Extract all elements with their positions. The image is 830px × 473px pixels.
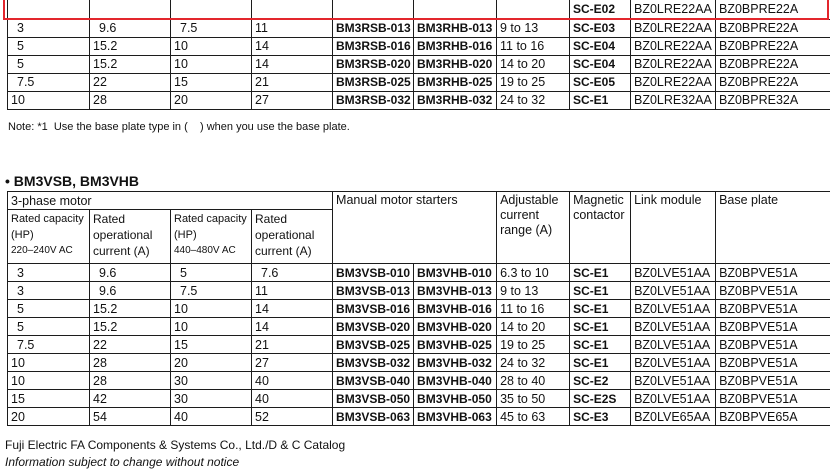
table-row (8, 390, 830, 408)
starter-model-sb-cell (333, 0, 414, 19)
rated-current-220v-cell: 15.2 (90, 37, 171, 55)
header-manual-motor-starters (333, 192, 497, 264)
header-line: Adjustable (500, 193, 559, 207)
starter-model-hb-cell: BM3VHB-063 (414, 408, 497, 426)
rated-current-440v-cell: 27 (252, 354, 333, 372)
starter-model-sb-cell: BM3RSB-020 (333, 55, 414, 73)
starter-model-hb-cell: BM3VHB-032 (414, 354, 497, 372)
rated-current-220v-cell: 42 (90, 390, 171, 408)
adjustable-range-cell: 45 to 63 (497, 408, 570, 426)
table-row (8, 354, 830, 372)
link-module-cell: BZ0LRE22AA (631, 37, 716, 55)
link-module-cell: BZ0LVE51AA (631, 318, 716, 336)
magnetic-contactor-cell: SC-E3 (570, 408, 631, 426)
starter-model-hb-cell (414, 0, 497, 19)
header-row (8, 192, 830, 210)
rated-capacity-220v-cell: 3 (8, 282, 90, 300)
link-module-cell: BZ0LVE51AA (631, 264, 716, 282)
rated-current-440v-cell: 21 (252, 73, 333, 91)
starter-model-sb-cell: BM3VSB-025 (333, 336, 414, 354)
magnetic-contactor-cell: SC-E03 (570, 19, 631, 37)
link-module-cell: BZ0LVE51AA (631, 354, 716, 372)
section-title: • BM3VSB, BM3VHB (5, 173, 140, 189)
rated-current-440v-cell: 14 (252, 318, 333, 336)
starter-model-sb-cell: BM3VSB-013 (333, 282, 414, 300)
link-module-cell: BZ0LVE51AA (631, 282, 716, 300)
starter-model-sb-cell: BM3VSB-016 (333, 300, 414, 318)
base-plate-cell: BZ0BPVE51A (716, 390, 830, 408)
link-module-cell: BZ0LRE22AA (631, 0, 716, 19)
bottom-table (7, 191, 830, 426)
header-rated-capacity-440v (171, 210, 252, 264)
magnetic-contactor-cell: SC-E1 (570, 91, 631, 109)
link-module-cell: BZ0LRE32AA (631, 91, 716, 109)
rated-capacity-220v-cell: 10 (8, 91, 90, 109)
rated-current-440v-cell: 40 (252, 390, 333, 408)
header-line: Rated (93, 212, 126, 226)
rated-current-220v-cell: 28 (90, 91, 171, 109)
adjustable-range-cell: 24 to 32 (497, 91, 570, 109)
base-plate-cell: BZ0BPVE51A (716, 336, 830, 354)
rated-capacity-220v-cell: 3 (8, 19, 90, 37)
header-line: 440–480V AC (174, 245, 236, 256)
header-line: Magnetic (573, 193, 624, 207)
footer-company: Fuji Electric FA Components & Systems Co., Ltd./D & C Catalog (5, 438, 346, 452)
link-module-cell: BZ0LVE51AA (631, 390, 716, 408)
table-row (8, 19, 830, 37)
rated-current-220v-cell: 15.2 (90, 318, 171, 336)
magnetic-contactor-cell: SC-E1 (570, 264, 631, 282)
magnetic-contactor-cell: SC-E1 (570, 336, 631, 354)
rated-capacity-440v-cell: 10 (171, 300, 252, 318)
rated-current-440v-cell: 11 (252, 19, 333, 37)
header-line: (HP) (174, 229, 197, 241)
footer-disclaimer: Information subject to change without notice (5, 455, 240, 469)
rated-capacity-440v-cell (171, 0, 252, 19)
starter-model-sb-cell: BM3RSB-032 (333, 91, 414, 109)
rated-current-220v-cell: 28 (90, 372, 171, 390)
starter-model-sb-cell: BM3RSB-025 (333, 73, 414, 91)
link-module-cell: BZ0LVE65AA (631, 408, 716, 426)
header-line: (HP) (11, 229, 34, 241)
adjustable-range-cell: 35 to 50 (497, 390, 570, 408)
rated-current-440v-cell: 14 (252, 37, 333, 55)
table-row (8, 372, 830, 390)
rated-capacity-440v-cell: 40 (171, 408, 252, 426)
header-line: current (500, 208, 539, 222)
starter-model-hb-cell: BM3VHB-013 (414, 282, 497, 300)
adjustable-range-cell: 19 to 25 (497, 336, 570, 354)
table-row (8, 336, 830, 354)
table-row (8, 282, 830, 300)
rated-capacity-220v-cell: 5 (8, 37, 90, 55)
rated-current-220v-cell: 9.6 (90, 19, 171, 37)
rated-capacity-220v-cell: 10 (8, 372, 90, 390)
base-plate-cell: BZ0BPVE51A (716, 282, 830, 300)
rated-current-440v-cell: 11 (252, 282, 333, 300)
table-row (8, 91, 830, 109)
base-plate-cell: BZ0BPRE22A (716, 0, 830, 19)
header-line: contactor (573, 208, 625, 222)
magnetic-contactor-cell: SC-E2S (570, 390, 631, 408)
base-plate-cell: BZ0BPRE22A (716, 73, 830, 91)
rated-capacity-440v-cell: 5 (171, 264, 252, 282)
starter-model-hb-cell: BM3RHB-025 (414, 73, 497, 91)
rated-capacity-220v-cell: 5 (8, 300, 90, 318)
starter-model-hb-cell: BM3VHB-040 (414, 372, 497, 390)
rated-current-220v-cell: 54 (90, 408, 171, 426)
magnetic-contactor-cell: SC-E1 (570, 282, 631, 300)
rated-capacity-220v-cell: 10 (8, 354, 90, 372)
adjustable-range-cell: 14 to 20 (497, 318, 570, 336)
adjustable-range-cell: 28 to 40 (497, 372, 570, 390)
starter-model-hb-cell: BM3VHB-010 (414, 264, 497, 282)
adjustable-range-cell: 6.3 to 10 (497, 264, 570, 282)
note-text: Note: *1 Use the base plate type in ( ) when you use the base plate. (8, 121, 350, 133)
header-line: Link module (634, 193, 702, 207)
rated-capacity-440v-cell: 10 (171, 55, 252, 73)
rated-capacity-440v-cell: 20 (171, 91, 252, 109)
starter-model-sb-cell: BM3RSB-016 (333, 37, 414, 55)
top-table (7, 0, 830, 110)
starter-model-hb-cell: BM3RHB-032 (414, 91, 497, 109)
header-adjustable-current-range (497, 192, 570, 264)
starter-model-sb-cell: BM3VSB-020 (333, 318, 414, 336)
starter-model-hb-cell: BM3VHB-016 (414, 300, 497, 318)
base-plate-cell: BZ0BPRE32A (716, 91, 830, 109)
starter-model-hb-cell: BM3RHB-016 (414, 37, 497, 55)
rated-capacity-440v-cell: 10 (171, 318, 252, 336)
adjustable-range-cell: 19 to 25 (497, 73, 570, 91)
header-line: Base plate (719, 193, 779, 207)
base-plate-cell: BZ0BPRE22A (716, 37, 830, 55)
starter-model-sb-cell: BM3RSB-013 (333, 19, 414, 37)
header-line: current (A) (93, 244, 150, 258)
rated-capacity-220v-cell: 20 (8, 408, 90, 426)
magnetic-contactor-cell: SC-E1 (570, 354, 631, 372)
rated-capacity-440v-cell: 30 (171, 372, 252, 390)
starter-model-hb-cell: BM3RHB-013 (414, 19, 497, 37)
starter-model-hb-cell: BM3VHB-050 (414, 390, 497, 408)
rated-capacity-220v-cell: 7.5 (8, 336, 90, 354)
table-row (8, 318, 830, 336)
base-plate-cell: BZ0BPVE51A (716, 372, 830, 390)
header-rated-capacity-220v (8, 210, 90, 264)
rated-current-440v-cell: 52 (252, 408, 333, 426)
header-line: range (A) (500, 223, 553, 237)
base-plate-cell: BZ0BPVE51A (716, 318, 830, 336)
rated-capacity-220v-cell: 5 (8, 318, 90, 336)
rated-capacity-440v-cell: 7.5 (171, 282, 252, 300)
adjustable-range-cell (497, 0, 570, 19)
base-plate-cell: BZ0BPVE51A (716, 264, 830, 282)
magnetic-contactor-cell: SC-E04 (570, 37, 631, 55)
rated-current-220v-cell: 15.2 (90, 55, 171, 73)
rated-current-440v-cell: 7.6 (252, 264, 333, 282)
base-plate-cell: BZ0BPRE22A (716, 19, 830, 37)
header-link-module (631, 192, 716, 264)
header-base-plate (716, 192, 830, 264)
base-plate-cell: BZ0BPVE51A (716, 354, 830, 372)
header-line: Rated capacity (174, 213, 247, 225)
adjustable-range-cell: 9 to 13 (497, 19, 570, 37)
table-row (8, 408, 830, 426)
adjustable-range-cell: 14 to 20 (497, 55, 570, 73)
rated-current-220v-cell (90, 0, 171, 19)
header-line: operational (255, 228, 315, 242)
rated-capacity-440v-cell: 30 (171, 390, 252, 408)
base-plate-cell: BZ0BPVE65A (716, 408, 830, 426)
rated-capacity-220v-cell: 3 (8, 264, 90, 282)
rated-current-440v-cell: 21 (252, 336, 333, 354)
adjustable-range-cell: 24 to 32 (497, 354, 570, 372)
rated-current-220v-cell: 15.2 (90, 300, 171, 318)
table-row (8, 264, 830, 282)
header-line: Rated capacity (11, 213, 84, 225)
rated-current-220v-cell: 22 (90, 73, 171, 91)
magnetic-contactor-cell: SC-E02 (570, 0, 631, 19)
base-plate-cell: BZ0BPVE51A (716, 300, 830, 318)
table-row (8, 37, 830, 55)
starter-model-hb-cell: BM3RHB-020 (414, 55, 497, 73)
adjustable-range-cell: 9 to 13 (497, 282, 570, 300)
rated-current-220v-cell: 28 (90, 354, 171, 372)
header-line: Manual motor starters (336, 193, 458, 207)
starter-model-sb-cell: BM3VSB-063 (333, 408, 414, 426)
rated-capacity-220v-cell: 5 (8, 55, 90, 73)
rated-current-440v-cell: 27 (252, 91, 333, 109)
rated-current-220v-cell: 9.6 (90, 264, 171, 282)
magnetic-contactor-cell: SC-E2 (570, 372, 631, 390)
rated-capacity-440v-cell: 10 (171, 37, 252, 55)
rated-current-440v-cell: 14 (252, 300, 333, 318)
rated-capacity-440v-cell: 20 (171, 354, 252, 372)
rated-capacity-440v-cell: 7.5 (171, 19, 252, 37)
rated-current-440v-cell: 40 (252, 372, 333, 390)
link-module-cell: BZ0LRE22AA (631, 19, 716, 37)
header-line: 220–240V AC (11, 245, 73, 256)
link-module-cell: BZ0LRE22AA (631, 73, 716, 91)
table-row (8, 55, 830, 73)
starter-model-sb-cell: BM3VSB-040 (333, 372, 414, 390)
link-module-cell: BZ0LVE51AA (631, 372, 716, 390)
rated-current-220v-cell: 22 (90, 336, 171, 354)
header-line: operational (93, 228, 153, 242)
header-rated-current-220v (90, 210, 171, 264)
link-module-cell: BZ0LRE22AA (631, 55, 716, 73)
link-module-cell: BZ0LVE51AA (631, 300, 716, 318)
group-header-3-phase-motor: 3-phase motor (8, 192, 333, 210)
table-row (8, 300, 830, 318)
rated-capacity-220v-cell: 15 (8, 390, 90, 408)
header-rated-current-440v (252, 210, 333, 264)
rated-current-440v-cell (252, 0, 333, 19)
base-plate-cell: BZ0BPRE22A (716, 55, 830, 73)
magnetic-contactor-cell: SC-E04 (570, 55, 631, 73)
table-row (8, 73, 830, 91)
starter-model-sb-cell: BM3VSB-032 (333, 354, 414, 372)
rated-capacity-440v-cell: 15 (171, 73, 252, 91)
rated-capacity-440v-cell: 15 (171, 336, 252, 354)
magnetic-contactor-cell: SC-E05 (570, 73, 631, 91)
table-row (8, 0, 830, 19)
header-line: Rated (255, 212, 288, 226)
magnetic-contactor-cell: SC-E1 (570, 318, 631, 336)
starter-model-hb-cell: BM3VHB-020 (414, 318, 497, 336)
rated-capacity-220v-cell (8, 0, 90, 19)
rated-current-440v-cell: 14 (252, 55, 333, 73)
adjustable-range-cell: 11 to 16 (497, 37, 570, 55)
header-line: current (A) (255, 244, 312, 258)
header-magnetic-contactor (570, 192, 631, 264)
rated-current-220v-cell: 9.6 (90, 282, 171, 300)
magnetic-contactor-cell: SC-E1 (570, 300, 631, 318)
starter-model-sb-cell: BM3VSB-050 (333, 390, 414, 408)
starter-model-hb-cell: BM3VHB-025 (414, 336, 497, 354)
adjustable-range-cell: 11 to 16 (497, 300, 570, 318)
rated-capacity-220v-cell: 7.5 (8, 73, 90, 91)
link-module-cell: BZ0LVE51AA (631, 336, 716, 354)
starter-model-sb-cell: BM3VSB-010 (333, 264, 414, 282)
